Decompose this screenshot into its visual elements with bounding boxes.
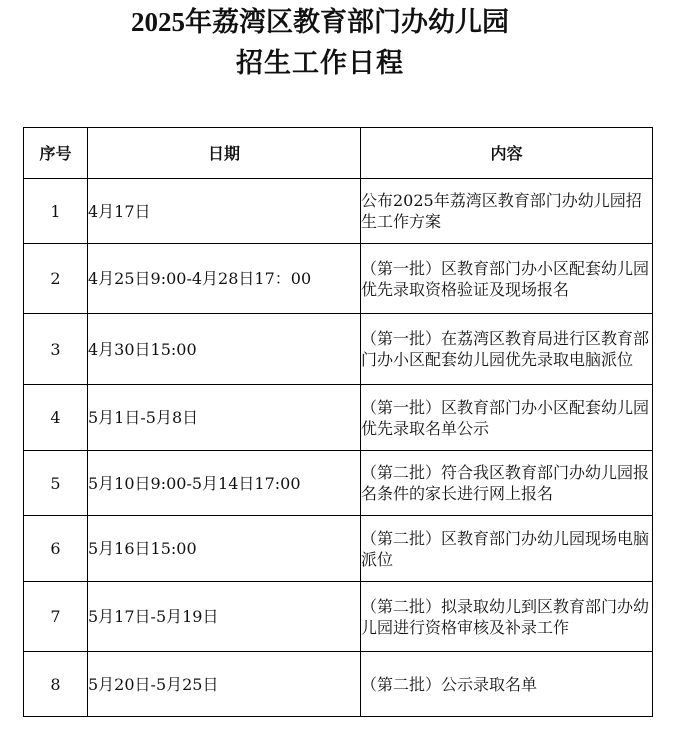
header-content: 内容 [361, 128, 653, 179]
table-row [24, 314, 653, 385]
table-row [24, 385, 653, 451]
header-seq: 序号 [24, 128, 88, 179]
row-seq: 2 [24, 244, 88, 314]
row-seq: 8 [24, 652, 88, 717]
row-seq: 1 [24, 179, 88, 244]
table-header-row [24, 128, 653, 179]
row-content: （第二批）拟录取幼儿到区教育部门办幼儿园进行资格审核及补录工作 [361, 582, 653, 652]
row-content: （第一批）区教育部门办小区配套幼儿园优先录取名单公示 [361, 385, 653, 451]
table-row [24, 652, 653, 717]
header-date: 日期 [88, 128, 361, 179]
document-title [0, 2, 640, 84]
row-date: 5月16日15:00 [88, 516, 361, 582]
row-content: （第二批）区教育部门办幼儿园现场电脑派位 [361, 516, 653, 582]
row-content: （第一批）在荔湾区教育局进行区教育部门办小区配套幼儿园优先录取电脑派位 [361, 314, 653, 385]
row-date: 5月17日-5月19日 [88, 582, 361, 652]
row-date: 5月10日9:00-5月14日17:00 [88, 451, 361, 516]
row-seq: 7 [24, 582, 88, 652]
row-content: （第二批）公示录取名单 [361, 652, 653, 717]
row-date: 4月25日9:00-4月28日17：00 [88, 244, 361, 314]
schedule-table [23, 127, 653, 717]
title-line-1: 2025年荔湾区教育部门办幼儿园 [131, 7, 509, 37]
row-seq: 6 [24, 516, 88, 582]
title-line-2: 招生工作日程 [236, 48, 404, 78]
row-date: 4月17日 [88, 179, 361, 244]
table-row [24, 179, 653, 244]
row-date: 5月20日-5月25日 [88, 652, 361, 717]
table-row [24, 582, 653, 652]
row-seq: 5 [24, 451, 88, 516]
table-row [24, 516, 653, 582]
row-seq: 4 [24, 385, 88, 451]
table-row [24, 244, 653, 314]
row-content: 公布2025年荔湾区教育部门办幼儿园招生工作方案 [361, 179, 653, 244]
row-date: 5月1日-5月8日 [88, 385, 361, 451]
row-content: （第二批）符合我区教育部门办幼儿园报名条件的家长进行网上报名 [361, 451, 653, 516]
table-row [24, 451, 653, 516]
row-date: 4月30日15:00 [88, 314, 361, 385]
row-seq: 3 [24, 314, 88, 385]
row-content: （第一批）区教育部门办小区配套幼儿园优先录取资格验证及现场报名 [361, 244, 653, 314]
